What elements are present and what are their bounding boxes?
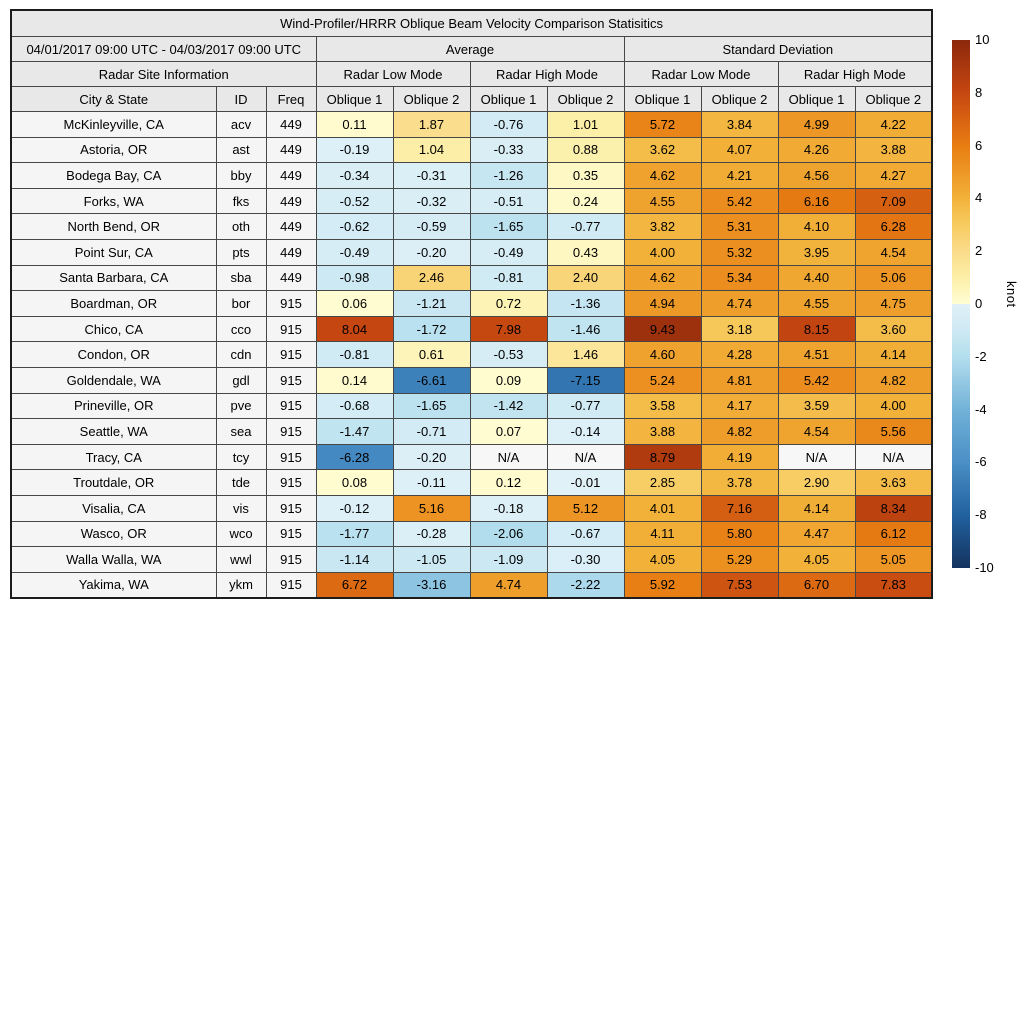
header-avg-high-mode: Radar High Mode — [470, 62, 624, 87]
value-cell: 6.12 — [855, 521, 932, 547]
value-cell: 3.82 — [624, 214, 701, 240]
colorbar-tick-label: -8 — [975, 507, 987, 523]
value-cell: -0.33 — [470, 137, 547, 163]
value-cell: -0.77 — [547, 214, 624, 240]
site-id-cell: oth — [216, 214, 266, 240]
value-cell: 4.00 — [855, 393, 932, 419]
table-row — [11, 265, 932, 291]
value-cell: 4.17 — [701, 393, 778, 419]
colorbar-tick-label: -4 — [975, 401, 987, 417]
column-header: ID — [216, 87, 266, 112]
value-cell: -1.26 — [470, 163, 547, 189]
colorbar-tick-label: 4 — [975, 190, 983, 206]
value-cell: 1.01 — [547, 112, 624, 138]
value-cell: 2.40 — [547, 265, 624, 291]
value-cell: 1.87 — [393, 112, 470, 138]
table-row — [11, 137, 932, 163]
city-cell: Prineville, OR — [11, 393, 216, 419]
value-cell: 4.01 — [624, 495, 701, 521]
value-cell: -0.14 — [547, 419, 624, 445]
value-cell: 0.08 — [316, 470, 393, 496]
header-radar-site-information: Radar Site Information — [11, 62, 316, 87]
value-cell: 7.16 — [701, 495, 778, 521]
freq-cell: 449 — [266, 188, 316, 214]
value-cell: 0.72 — [470, 291, 547, 317]
value-cell: N/A — [855, 444, 932, 470]
value-cell: -0.59 — [393, 214, 470, 240]
value-cell: 5.92 — [624, 572, 701, 598]
freq-cell: 915 — [266, 291, 316, 317]
value-cell: 4.14 — [855, 342, 932, 368]
value-cell: 4.60 — [624, 342, 701, 368]
value-cell: -0.20 — [393, 444, 470, 470]
header-std-high-mode: Radar High Mode — [778, 62, 932, 87]
value-cell: N/A — [547, 444, 624, 470]
value-cell: 4.99 — [778, 112, 855, 138]
value-cell: 4.14 — [778, 495, 855, 521]
table-row — [11, 367, 932, 393]
value-cell: 4.10 — [778, 214, 855, 240]
site-id-cell: wco — [216, 521, 266, 547]
value-cell: -0.30 — [547, 547, 624, 573]
freq-cell: 915 — [266, 547, 316, 573]
value-cell: 3.18 — [701, 316, 778, 342]
value-cell: 3.95 — [778, 239, 855, 265]
value-cell: 5.06 — [855, 265, 932, 291]
value-cell: 0.43 — [547, 239, 624, 265]
value-cell: 8.34 — [855, 495, 932, 521]
freq-cell: 449 — [266, 163, 316, 189]
value-cell: -1.47 — [316, 419, 393, 445]
value-cell: 5.56 — [855, 419, 932, 445]
column-header-row — [11, 87, 932, 112]
value-cell: -0.49 — [316, 239, 393, 265]
value-cell: -1.65 — [393, 393, 470, 419]
site-id-cell: bby — [216, 163, 266, 189]
colorbar-tick-label: 10 — [975, 32, 990, 47]
value-cell: 5.24 — [624, 367, 701, 393]
value-cell: -0.52 — [316, 188, 393, 214]
mode-header-row — [11, 62, 932, 87]
value-cell: 4.26 — [778, 137, 855, 163]
site-id-cell: ykm — [216, 572, 266, 598]
city-cell: Goldendale, WA — [11, 367, 216, 393]
value-cell: 5.05 — [855, 547, 932, 573]
value-cell: 4.51 — [778, 342, 855, 368]
value-cell: 0.09 — [470, 367, 547, 393]
value-cell: N/A — [778, 444, 855, 470]
value-cell: 4.94 — [624, 291, 701, 317]
value-cell: 4.74 — [470, 572, 547, 598]
value-cell: 4.54 — [855, 239, 932, 265]
value-cell: 8.04 — [316, 316, 393, 342]
value-cell: 4.27 — [855, 163, 932, 189]
value-cell: 0.07 — [470, 419, 547, 445]
header-std-low-mode: Radar Low Mode — [624, 62, 778, 87]
freq-cell: 915 — [266, 316, 316, 342]
value-cell: N/A — [470, 444, 547, 470]
value-cell: 4.74 — [701, 291, 778, 317]
value-cell: -1.72 — [393, 316, 470, 342]
colorbar-tick-label: 2 — [975, 243, 983, 259]
header-standard-deviation: Standard Deviation — [624, 37, 932, 62]
column-header: Oblique 1 — [470, 87, 547, 112]
value-cell: -1.42 — [470, 393, 547, 419]
value-cell: 8.79 — [624, 444, 701, 470]
value-cell: 0.11 — [316, 112, 393, 138]
value-cell: -6.28 — [316, 444, 393, 470]
table-row — [11, 112, 932, 138]
value-cell: -0.32 — [393, 188, 470, 214]
value-cell: 3.62 — [624, 137, 701, 163]
value-cell: 5.80 — [701, 521, 778, 547]
value-cell: -0.67 — [547, 521, 624, 547]
freq-cell: 915 — [266, 444, 316, 470]
value-cell: -0.76 — [470, 112, 547, 138]
value-cell: 5.29 — [701, 547, 778, 573]
column-header: Oblique 1 — [778, 87, 855, 112]
city-cell: Boardman, OR — [11, 291, 216, 317]
value-cell: -1.21 — [393, 291, 470, 317]
value-cell: 1.46 — [547, 342, 624, 368]
table-row — [11, 495, 932, 521]
site-id-cell: gdl — [216, 367, 266, 393]
value-cell: 4.05 — [778, 547, 855, 573]
value-cell: 2.46 — [393, 265, 470, 291]
value-cell: 4.11 — [624, 521, 701, 547]
value-cell: 8.15 — [778, 316, 855, 342]
value-cell: 3.60 — [855, 316, 932, 342]
table-row — [11, 419, 932, 445]
colorbar-unit-label: knot — [1004, 281, 1019, 308]
value-cell: 5.72 — [624, 112, 701, 138]
value-cell: 3.63 — [855, 470, 932, 496]
value-cell: 4.55 — [778, 291, 855, 317]
value-cell: 7.09 — [855, 188, 932, 214]
value-cell: -0.20 — [393, 239, 470, 265]
city-cell: Point Sur, CA — [11, 239, 216, 265]
value-cell: 6.16 — [778, 188, 855, 214]
value-cell: 4.47 — [778, 521, 855, 547]
value-cell: -1.05 — [393, 547, 470, 573]
value-cell: 4.82 — [701, 419, 778, 445]
value-cell: -0.12 — [316, 495, 393, 521]
site-id-cell: wwl — [216, 547, 266, 573]
value-cell: 4.75 — [855, 291, 932, 317]
value-cell: 4.40 — [778, 265, 855, 291]
site-id-cell: sea — [216, 419, 266, 445]
column-header: Oblique 1 — [624, 87, 701, 112]
column-header: Oblique 2 — [701, 87, 778, 112]
value-cell: 5.34 — [701, 265, 778, 291]
freq-cell: 915 — [266, 495, 316, 521]
value-cell: 0.12 — [470, 470, 547, 496]
value-cell: -1.09 — [470, 547, 547, 573]
city-cell: Bodega Bay, CA — [11, 163, 216, 189]
value-cell: 1.04 — [393, 137, 470, 163]
value-cell: 0.61 — [393, 342, 470, 368]
city-cell: North Bend, OR — [11, 214, 216, 240]
column-header: Freq — [266, 87, 316, 112]
value-cell: 7.83 — [855, 572, 932, 598]
value-cell: 4.00 — [624, 239, 701, 265]
column-header: Oblique 2 — [547, 87, 624, 112]
city-cell: Tracy, CA — [11, 444, 216, 470]
value-cell: 5.16 — [393, 495, 470, 521]
city-cell: Wasco, OR — [11, 521, 216, 547]
value-cell: -0.19 — [316, 137, 393, 163]
value-cell: -0.31 — [393, 163, 470, 189]
freq-cell: 915 — [266, 367, 316, 393]
value-cell: 3.78 — [701, 470, 778, 496]
value-cell: 4.62 — [624, 163, 701, 189]
value-cell: -0.98 — [316, 265, 393, 291]
value-cell: 0.24 — [547, 188, 624, 214]
value-cell: -0.11 — [393, 470, 470, 496]
value-cell: -0.18 — [470, 495, 547, 521]
stats-table — [10, 9, 933, 599]
freq-cell: 449 — [266, 137, 316, 163]
value-cell: -2.22 — [547, 572, 624, 598]
city-cell: Seattle, WA — [11, 419, 216, 445]
table-row — [11, 188, 932, 214]
value-cell: 7.98 — [470, 316, 547, 342]
value-cell: 0.35 — [547, 163, 624, 189]
value-cell: 6.28 — [855, 214, 932, 240]
value-cell: 2.90 — [778, 470, 855, 496]
date-range: 04/01/2017 09:00 UTC - 04/03/2017 09:00 UTC — [11, 37, 316, 62]
site-id-cell: bor — [216, 291, 266, 317]
column-header: City & State — [11, 87, 216, 112]
value-cell: 3.84 — [701, 112, 778, 138]
value-cell: 5.42 — [778, 367, 855, 393]
freq-cell: 915 — [266, 393, 316, 419]
value-cell: -0.68 — [316, 393, 393, 419]
value-cell: 3.58 — [624, 393, 701, 419]
colorbar-tick-label: 8 — [975, 84, 983, 100]
colorbar-tick-label: -2 — [975, 348, 987, 364]
freq-cell: 449 — [266, 112, 316, 138]
table-row — [11, 291, 932, 317]
city-cell: Astoria, OR — [11, 137, 216, 163]
city-cell: Forks, WA — [11, 188, 216, 214]
value-cell: -1.36 — [547, 291, 624, 317]
value-cell: 5.32 — [701, 239, 778, 265]
value-cell: 4.28 — [701, 342, 778, 368]
table-row — [11, 163, 932, 189]
city-cell: Chico, CA — [11, 316, 216, 342]
table-row — [11, 393, 932, 419]
city-cell: McKinleyville, CA — [11, 112, 216, 138]
value-cell: -0.49 — [470, 239, 547, 265]
value-cell: 7.53 — [701, 572, 778, 598]
value-cell: 5.12 — [547, 495, 624, 521]
table-row — [11, 444, 932, 470]
column-header: Oblique 1 — [316, 87, 393, 112]
table-row — [11, 214, 932, 240]
value-cell: -0.01 — [547, 470, 624, 496]
value-cell: 0.06 — [316, 291, 393, 317]
value-cell: -0.53 — [470, 342, 547, 368]
site-id-cell: pts — [216, 239, 266, 265]
freq-cell: 915 — [266, 470, 316, 496]
value-cell: 4.19 — [701, 444, 778, 470]
value-cell: -0.81 — [470, 265, 547, 291]
site-id-cell: tcy — [216, 444, 266, 470]
value-cell: -2.06 — [470, 521, 547, 547]
value-cell: 6.70 — [778, 572, 855, 598]
value-cell: -1.65 — [470, 214, 547, 240]
title-row — [11, 10, 932, 37]
value-cell: -0.71 — [393, 419, 470, 445]
value-cell: -6.61 — [393, 367, 470, 393]
value-cell: 3.59 — [778, 393, 855, 419]
table-row — [11, 316, 932, 342]
freq-cell: 915 — [266, 342, 316, 368]
colorbar — [952, 40, 970, 568]
value-cell: 4.81 — [701, 367, 778, 393]
site-id-cell: cco — [216, 316, 266, 342]
value-cell: 4.55 — [624, 188, 701, 214]
value-cell: 4.22 — [855, 112, 932, 138]
value-cell: 9.43 — [624, 316, 701, 342]
value-cell: -0.81 — [316, 342, 393, 368]
city-cell: Santa Barbara, CA — [11, 265, 216, 291]
value-cell: 0.88 — [547, 137, 624, 163]
value-cell: 4.62 — [624, 265, 701, 291]
value-cell: 5.31 — [701, 214, 778, 240]
value-cell: -0.34 — [316, 163, 393, 189]
site-id-cell: sba — [216, 265, 266, 291]
value-cell: -1.46 — [547, 316, 624, 342]
table-row — [11, 521, 932, 547]
site-id-cell: acv — [216, 112, 266, 138]
site-id-cell: tde — [216, 470, 266, 496]
table-title: Wind-Profiler/HRRR Oblique Beam Velocity Comparison Statisitics — [11, 10, 932, 37]
value-cell: -0.62 — [316, 214, 393, 240]
site-id-cell: pve — [216, 393, 266, 419]
value-cell: -7.15 — [547, 367, 624, 393]
freq-cell: 449 — [266, 239, 316, 265]
city-cell: Yakima, WA — [11, 572, 216, 598]
value-cell: -1.14 — [316, 547, 393, 573]
value-cell: 4.82 — [855, 367, 932, 393]
value-cell: 4.54 — [778, 419, 855, 445]
colorbar-tick-label: -6 — [975, 454, 987, 470]
site-id-cell: fks — [216, 188, 266, 214]
city-cell: Walla Walla, WA — [11, 547, 216, 573]
city-cell: Condon, OR — [11, 342, 216, 368]
value-cell: 5.42 — [701, 188, 778, 214]
table-row — [11, 239, 932, 265]
city-cell: Visalia, CA — [11, 495, 216, 521]
table-row — [11, 470, 932, 496]
value-cell: -3.16 — [393, 572, 470, 598]
table-row — [11, 572, 932, 598]
header-average: Average — [316, 37, 624, 62]
value-cell: -1.77 — [316, 521, 393, 547]
site-id-cell: vis — [216, 495, 266, 521]
value-cell: 3.88 — [855, 137, 932, 163]
value-cell: -0.77 — [547, 393, 624, 419]
value-cell: 4.05 — [624, 547, 701, 573]
value-cell: 4.56 — [778, 163, 855, 189]
value-cell: -0.51 — [470, 188, 547, 214]
colorbar-tick-label: 6 — [975, 137, 983, 153]
freq-cell: 449 — [266, 265, 316, 291]
table-row — [11, 342, 932, 368]
colorbar-tick-label: 0 — [975, 296, 983, 311]
site-id-cell: ast — [216, 137, 266, 163]
freq-cell: 915 — [266, 521, 316, 547]
value-cell: -0.28 — [393, 521, 470, 547]
group-header-row — [11, 37, 932, 62]
value-cell: 4.07 — [701, 137, 778, 163]
freq-cell: 915 — [266, 572, 316, 598]
column-header: Oblique 2 — [855, 87, 932, 112]
value-cell: 4.21 — [701, 163, 778, 189]
city-cell: Troutdale, OR — [11, 470, 216, 496]
table-row — [11, 547, 932, 573]
value-cell: 2.85 — [624, 470, 701, 496]
header-avg-low-mode: Radar Low Mode — [316, 62, 470, 87]
value-cell: 0.14 — [316, 367, 393, 393]
value-cell: 3.88 — [624, 419, 701, 445]
freq-cell: 449 — [266, 214, 316, 240]
colorbar-tick-label: -10 — [975, 560, 994, 575]
value-cell: 6.72 — [316, 572, 393, 598]
freq-cell: 915 — [266, 419, 316, 445]
site-id-cell: cdn — [216, 342, 266, 368]
column-header: Oblique 2 — [393, 87, 470, 112]
